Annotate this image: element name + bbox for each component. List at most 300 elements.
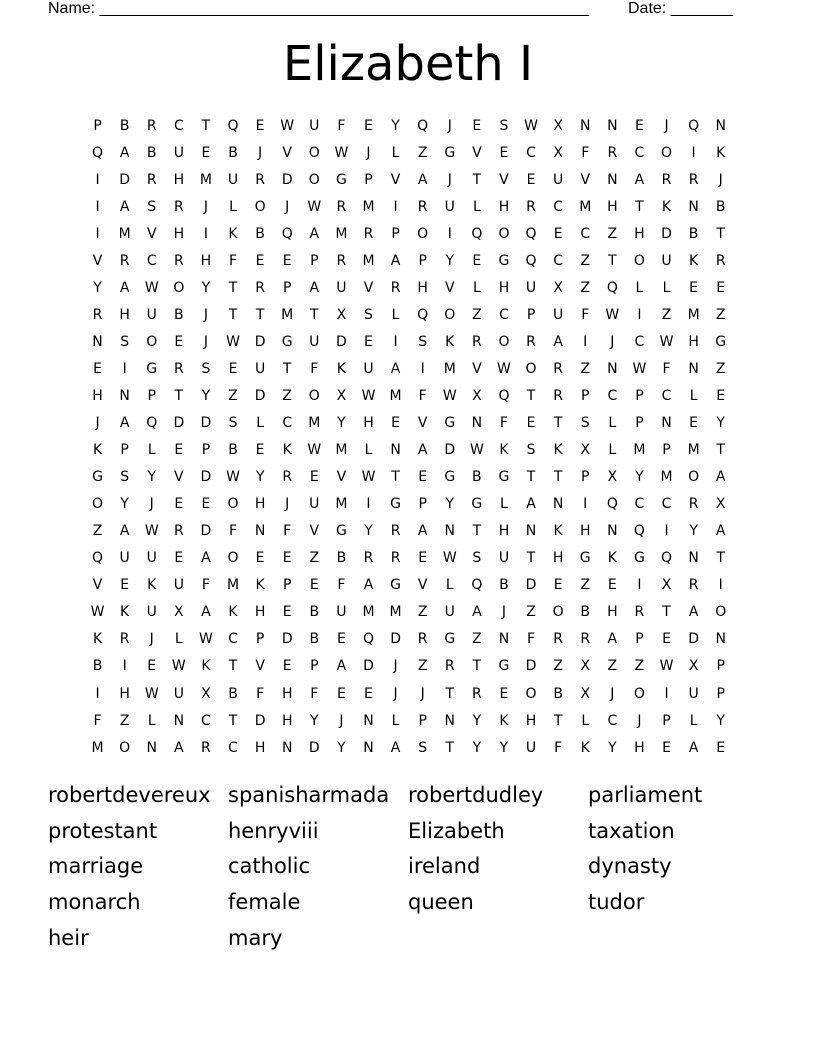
grid-letter: Y [255, 469, 265, 486]
grid-letter: S [418, 333, 428, 350]
grid-letter: W [524, 117, 538, 134]
grid-letter: I [203, 225, 208, 242]
grid-letter: J [203, 306, 208, 323]
grid-letter: W [90, 604, 105, 621]
grid-letter: B [228, 442, 238, 459]
grid-letter: M [308, 415, 321, 432]
grid-letter: W [144, 523, 159, 540]
grid-letter: U [146, 306, 157, 323]
grid-letter: O [633, 685, 645, 702]
grid-letter: K [92, 631, 103, 648]
grid-letter: Y [716, 415, 725, 432]
grid-letter: E [472, 117, 482, 134]
grid-letter: Y [716, 712, 725, 729]
grid-letter: T [228, 712, 238, 729]
grid-letter: A [634, 171, 645, 188]
grid-letter: W [469, 442, 484, 459]
grid-letter: A [417, 523, 428, 540]
grid-letter: J [610, 685, 615, 702]
grid-letter: G [92, 469, 103, 486]
grid-letter: P [635, 415, 644, 432]
grid-letter: G [146, 360, 158, 377]
grid-letter: R [580, 631, 591, 648]
grid-letter: K [661, 198, 672, 215]
grid-letter: E [336, 685, 346, 702]
grid-letter: P [418, 712, 427, 729]
grid-letter: B [309, 604, 320, 621]
grid-letter: C [661, 387, 672, 404]
grid-letter: O [688, 469, 700, 486]
grid-letter: I [95, 171, 100, 188]
grid-letter: F [228, 252, 238, 269]
grid-letter: X [580, 658, 591, 675]
grid-letter: N [281, 739, 293, 756]
grid-letter: N [607, 523, 618, 540]
grid-letter: A [309, 225, 320, 242]
grid-letter: Z [607, 225, 618, 242]
grid-letter: E [716, 739, 726, 756]
grid-letter: I [447, 225, 452, 242]
grid-letter: N [146, 739, 157, 756]
grid-letter: P [418, 496, 427, 513]
grid-letter: M [687, 306, 700, 323]
grid-letter: T [608, 252, 617, 269]
grid-letter: P [581, 387, 590, 404]
grid-letter: E [309, 577, 319, 594]
grid-letter: L [500, 496, 508, 513]
grid-letter: N [661, 415, 672, 432]
grid-letter: Z [580, 279, 591, 296]
grid-letter: H [254, 604, 266, 621]
grid-letter: H [119, 685, 130, 702]
grid-letter: A [715, 523, 726, 540]
grid-letter: G [390, 577, 401, 594]
grid-letter: F [228, 523, 238, 540]
grid-letter: J [149, 631, 154, 648]
grid-letter: Y [310, 712, 319, 729]
grid-letter: F [337, 577, 346, 594]
grid-letter: E [526, 171, 536, 188]
word-list-item: robertdevereux [48, 783, 211, 807]
grid-letter: M [389, 604, 402, 621]
grid-letter: P [310, 252, 319, 269]
grid-letter: Z [417, 144, 428, 161]
grid-letter: A [607, 631, 618, 648]
grid-letter: L [472, 198, 481, 215]
grid-letter: O [308, 144, 320, 161]
grid-letter: Q [362, 631, 374, 648]
grid-letter: K [689, 252, 699, 269]
grid-letter: E [255, 117, 265, 134]
grid-letter: P [662, 442, 671, 459]
grid-letter: N [607, 171, 618, 188]
grid-letter: C [201, 712, 211, 729]
grid-letter: U [146, 550, 157, 567]
grid-letter: H [498, 279, 510, 296]
grid-letter: M [389, 387, 402, 404]
grid-letter: K [499, 712, 509, 729]
grid-letter: Z [282, 387, 292, 404]
grid-letter: K [147, 577, 157, 594]
grid-letter: A [119, 279, 130, 296]
grid-letter: M [362, 604, 375, 621]
word-list-item: taxation [588, 818, 675, 843]
grid-letter: Z [580, 360, 591, 377]
grid-letter: J [393, 658, 398, 675]
grid-letter: Z [92, 523, 103, 540]
grid-letter: J [664, 117, 669, 134]
grid-letter: A [119, 144, 130, 161]
grid-letter: T [228, 658, 238, 675]
grid-letter: U [173, 685, 184, 702]
grid-letter: O [417, 225, 429, 242]
grid-letter: W [361, 469, 376, 486]
grid-letter: D [525, 658, 537, 675]
grid-letter: S [364, 306, 373, 323]
grid-letter: O [119, 739, 131, 756]
grid-letter: J [149, 496, 154, 513]
grid-letter: D [281, 171, 293, 188]
grid-letter: T [282, 360, 292, 377]
grid-letter: U [661, 252, 672, 269]
grid-letter: P [310, 658, 319, 675]
grid-letter: J [718, 171, 723, 188]
grid-letter: K [201, 658, 211, 675]
grid-letter: W [226, 333, 240, 350]
grid-letter: G [498, 658, 510, 675]
grid-letter: N [715, 117, 726, 134]
grid-letter: I [122, 360, 127, 377]
grid-letter: L [608, 415, 617, 432]
grid-letter: Y [147, 469, 157, 486]
grid-letter: Z [417, 658, 428, 675]
grid-letter: N [498, 631, 510, 648]
grid-letter: W [632, 360, 647, 377]
grid-letter: C [146, 252, 157, 269]
grid-letter: E [201, 144, 211, 161]
grid-letter: T [445, 685, 455, 702]
grid-letter: W [307, 198, 322, 215]
grid-letter: L [445, 577, 454, 594]
grid-letter: C [661, 496, 672, 513]
grid-letter: J [258, 144, 263, 161]
grid-letter: T [201, 117, 211, 134]
grid-letter: U [173, 144, 184, 161]
grid-letter: A [336, 658, 347, 675]
grid-letter: C [526, 144, 536, 161]
grid-letter: N [607, 117, 618, 134]
grid-letter: K [445, 333, 455, 350]
grid-letter: V [309, 523, 320, 540]
grid-letter: Z [228, 387, 238, 404]
grid-letter: W [171, 658, 186, 675]
grid-letter: H [173, 225, 185, 242]
grid-letter: D [363, 658, 374, 675]
grid-letter: P [716, 685, 725, 702]
word-search-grid [84, 112, 734, 761]
grid-letter: H [552, 550, 564, 567]
grid-letter: A [390, 252, 401, 269]
grid-letter: Y [499, 739, 509, 756]
grid-letter: I [664, 523, 669, 540]
word-list-item: catholic [228, 854, 311, 879]
grid-letter: A [688, 604, 699, 621]
grid-letter: A [174, 739, 184, 756]
grid-letter: L [472, 279, 481, 296]
grid-letter: N [525, 523, 537, 540]
grid-letter: K [282, 442, 292, 459]
grid-letter: B [174, 306, 184, 323]
grid-letter: X [607, 469, 618, 486]
grid-letter: G [498, 252, 510, 269]
grid-letter: J [420, 685, 425, 702]
grid-letter: G [390, 496, 401, 513]
grid-letter: O [552, 604, 564, 621]
grid-letter: V [417, 577, 428, 594]
grid-letter: Y [337, 739, 346, 756]
grid-letter: C [282, 415, 293, 432]
grid-letter: N [471, 415, 483, 432]
grid-letter: O [254, 198, 266, 215]
grid-letter: R [471, 333, 482, 350]
grid-letter: J [203, 198, 208, 215]
grid-letter: B [119, 117, 130, 134]
grid-letter: R [715, 252, 726, 269]
grid-letter: E [282, 658, 292, 675]
grid-letter: Q [227, 117, 239, 134]
grid-letter: T [228, 306, 238, 323]
grid-letter: E [364, 333, 373, 350]
grid-letter: D [119, 171, 131, 188]
grid-letter: N [254, 523, 266, 540]
grid-letter: W [442, 550, 457, 567]
grid-letter: B [472, 469, 482, 486]
grid-letter: L [689, 387, 698, 404]
grid-letter: Z [661, 306, 672, 323]
word-list-item: henryviii [228, 818, 319, 843]
grid-letter: R [390, 279, 401, 296]
grid-letter: F [283, 523, 292, 540]
grid-letter: W [605, 306, 620, 323]
grid-letter: M [335, 442, 348, 459]
grid-letter: D [661, 225, 672, 242]
grid-letter: Y [608, 739, 617, 756]
grid-letter: E [364, 117, 373, 134]
grid-letter: H [498, 198, 510, 215]
grid-letter: D [336, 333, 347, 350]
grid-letter: J [285, 496, 290, 513]
grid-letter: Q [92, 550, 104, 567]
grid-letter: T [662, 604, 671, 621]
grid-letter: Q [606, 279, 618, 296]
grid-letter: G [444, 144, 456, 161]
grid-letter: V [580, 171, 591, 188]
grid-letter: E [309, 469, 319, 486]
grid-letter: N [444, 712, 455, 729]
grid-letter: T [716, 225, 725, 242]
grid-letter: N [363, 739, 374, 756]
grid-letter: I [583, 333, 588, 350]
grid-letter: L [391, 306, 400, 323]
grid-letter: C [553, 198, 564, 215]
grid-letter: J [447, 117, 452, 134]
grid-letter: J [95, 415, 100, 432]
grid-letter: M [579, 198, 592, 215]
grid-letter: A [472, 604, 482, 621]
grid-letter: Z [715, 306, 726, 323]
grid-letter: J [339, 712, 344, 729]
grid-letter: F [93, 712, 102, 729]
grid-letter: A [119, 415, 130, 432]
grid-letter: P [282, 577, 292, 594]
grid-letter: D [200, 469, 212, 486]
grid-letter: F [527, 631, 536, 648]
grid-letter: C [580, 225, 591, 242]
grid-letter: C [634, 496, 645, 513]
grid-letter: Y [472, 739, 482, 756]
grid-letter: V [92, 252, 103, 269]
grid-letter: F [581, 144, 590, 161]
grid-letter: E [472, 252, 482, 269]
grid-letter: O [525, 685, 537, 702]
grid-letter: M [199, 171, 212, 188]
grid-letter: C [607, 712, 618, 729]
grid-letter: E [282, 252, 292, 269]
grid-letter: M [226, 577, 240, 594]
grid-letter: G [335, 523, 347, 540]
grid-letter: C [607, 387, 618, 404]
grid-letter: N [173, 712, 185, 729]
grid-letter: U [336, 604, 347, 621]
grid-letter: V [92, 577, 103, 594]
grid-letter: M [633, 442, 646, 459]
grid-letter: I [393, 333, 398, 350]
grid-letter: E [716, 279, 726, 296]
grid-letter: B [499, 577, 509, 594]
grid-letter: R [336, 198, 347, 215]
grid-letter: H [173, 171, 185, 188]
grid-letter: Z [634, 658, 645, 675]
grid-letter: Y [120, 496, 129, 513]
header [48, 0, 748, 20]
grid-letter: J [203, 333, 208, 350]
grid-letter: R [173, 360, 184, 377]
grid-letter: A [201, 550, 211, 567]
grid-letter: I [122, 658, 127, 675]
grid-letter: D [254, 387, 266, 404]
grid-letter: V [390, 171, 401, 188]
grid-letter: T [553, 415, 563, 432]
grid-letter: P [282, 279, 292, 296]
grid-letter: R [661, 171, 672, 188]
grid-letter: Q [688, 117, 700, 134]
grid-letter: Q [146, 415, 158, 432]
grid-letter: T [526, 469, 536, 486]
grid-letter: S [418, 739, 428, 756]
grid-letter: P [635, 631, 644, 648]
grid-letter: F [662, 360, 671, 377]
grid-letter: T [310, 306, 319, 323]
grid-letter: I [420, 360, 425, 377]
grid-letter: G [444, 415, 456, 432]
grid-letter: A [363, 577, 374, 594]
grid-letter: H [607, 604, 618, 621]
grid-letter: W [199, 631, 213, 648]
grid-letter: H [200, 252, 212, 269]
grid-letter: Z [309, 550, 320, 567]
grid-letter: I [95, 685, 100, 702]
grid-letter: E [174, 442, 184, 459]
grid-letter: S [580, 415, 590, 432]
grid-letter: J [393, 685, 398, 702]
grid-letter: A [417, 442, 428, 459]
grid-letter: E [716, 387, 726, 404]
grid-letter: B [92, 658, 103, 675]
grid-letter: E [689, 415, 699, 432]
grid-letter: V [174, 469, 184, 486]
grid-letter: X [688, 658, 699, 675]
grid-letter: K [716, 144, 726, 161]
grid-letter: R [553, 360, 563, 377]
grid-letter: J [501, 604, 507, 621]
grid-letter: K [228, 604, 238, 621]
grid-letter: Z [715, 360, 726, 377]
word-list-item: monarch [48, 890, 141, 915]
grid-letter: U [336, 279, 347, 296]
grid-letter: B [228, 685, 238, 702]
grid-letter: N [92, 333, 103, 350]
grid-letter: E [93, 360, 102, 377]
grid-letter: X [174, 604, 184, 621]
grid-letter: C [634, 333, 645, 350]
grid-letter: A [417, 171, 428, 188]
grid-letter: R [607, 144, 618, 161]
grid-letter: L [608, 442, 617, 459]
grid-letter: R [173, 252, 184, 269]
grid-letter: L [147, 712, 156, 729]
grid-letter: A [119, 198, 130, 215]
grid-letter: K [607, 550, 617, 567]
grid-letter: I [583, 496, 588, 513]
word-list [48, 778, 768, 956]
grid-letter: T [635, 198, 644, 215]
grid-letter: K [120, 604, 130, 621]
grid-letter: H [579, 523, 591, 540]
grid-letter: F [499, 415, 508, 432]
grid-letter: U [688, 685, 699, 702]
grid-letter: C [499, 306, 509, 323]
grid-letter: G [633, 550, 645, 567]
grid-letter: T [526, 550, 536, 567]
grid-letter: W [497, 360, 511, 377]
grid-letter: Q [606, 496, 618, 513]
grid-letter: T [445, 739, 455, 756]
grid-letter: R [92, 306, 103, 323]
date-field-label: Date: _______ [628, 0, 733, 17]
grid-letter: G [444, 469, 456, 486]
grid-letter: W [334, 144, 349, 161]
grid-letter: Q [498, 387, 510, 404]
grid-letter: E [391, 415, 400, 432]
grid-letter: D [173, 415, 185, 432]
grid-letter: C [634, 144, 645, 161]
grid-letter: O [227, 550, 239, 567]
grid-letter: H [363, 415, 374, 432]
grid-letter: E [147, 658, 157, 675]
grid-letter: H [119, 306, 130, 323]
grid-letter: X [553, 144, 563, 161]
grid-letter: W [307, 442, 322, 459]
